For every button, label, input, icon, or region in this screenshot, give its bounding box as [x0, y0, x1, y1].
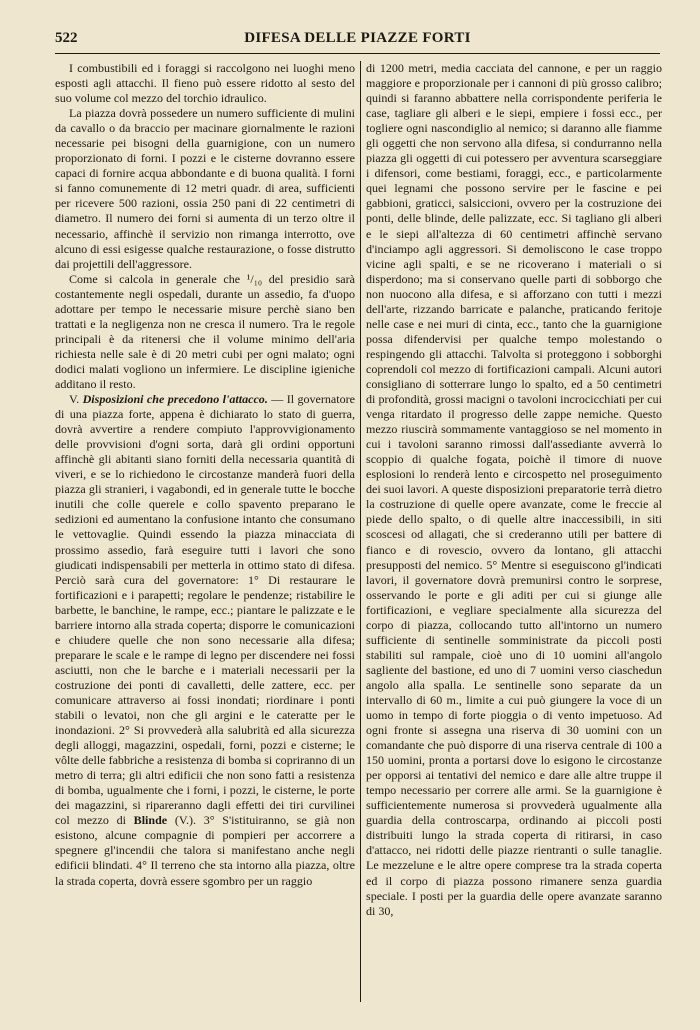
section-paragraph	[55, 392, 355, 889]
paragraph	[55, 272, 355, 392]
paragraph: di 1200 metri, media cacciata del cannone, e per un raggio maggiore e proporzionale per i cannoni di più grosso calibro; quindi si faranno abbattere nella corrispondente periferia le case, tagliare gli alberi e le siepi, empiere i fossi ecc., per togliere ogni nascondiglio al nemico; si daranno alle fiamme gli oggetti che non servono alla difesa, si condurranno nella piazza gli oggetti di cui potessero per avventura scarseggiare i difensori, come bestiami, foraggi, ecc., e particolarmente quei legnami che possono servire per le fascine e pei gabbioni, graticci, salsiccioni, ovvero per la costruzione dei ponti, delle blinde, delle palizzate, ecc. Si tagliano gli alberi e le siepi all'altezza di 60 centimetri affinchè servano d'inciampo agli aggressori. Si demoliscono le case troppo vicine agli spalti, e se ne ricoverano i materiali o si disperdono; ma si conservano quelle parti di sobborgo che non nuocono alla difesa, e si afforzano con tutti i mezzi dell'arte, rizzando barricate e palanche, praticando feritoje nelle case e nei muri di cinta, ecc., tanto che la guarnigione possa difendervisi per qualche tempo molestando o respingendo gli attacchi. Talvolta si proteggono i sobborghi coprendoli col mezzo di fortificazioni campali. Alcuni autori consigliano di sotterrare lungo lo spalto, ed a 50 centimetri di profondità, grossi macigni o tavoloni incrocicchiati per cui venga ritardato il progresso delle zappe nemiche. Questo mezzo riuscirà sommamente vantaggioso se nel momento in cui i tavoloni saranno rimossi dall'assediante avverrà lo scoppio di qualche fogata, poichè il timore di nuove esplosioni lo renderà lento e circospetto nel proseguimento dei suoi lavori. A queste disposizioni preparatorie terrà dietro la costruzione di quelle opere avanzate, come le freccie al piede dello spalto, o di quelle altre inaccessibili, in siti scoscesi od allagati, che si crederanno utili per battere di fianco e di rovescio, ovvero da lontano, gli attacchi presupposti del nemico. 5° Mentre si eseguiscono gl'indicati lavori, il governatore dovrà premunirsi contro le sorprese, osservando le porte e gli aditi per cui si giunge alle fortificazioni, e vegliare specialmente alla sicurezza del corpo di piazza, collocando tutto all'intorno un numero sufficiente di sentinelle somministrate da piccoli posti stabiliti sul rampale, cioè uno di 10 uomini all'angolo sagliente del bastione, ed uno di 7 uomini verso ciaschedun angolo alla spalla. Le sentinelle sono separate da un intervallo di 60 m., limite a cui può giungere la voce di un uomo in tempo di forte pioggia o di vento impetuoso. Ad ogni fronte si assegna una riserva di 30 uomini con un comandante che può disporre di una riserva centrale di 100 a 150 uomini, pronta a portarsi dove lo esigono le circostanze per opporsi ai tentativi del nemico e dare alle altre truppe il tempo necessario per correre alle armi. Se la guarnigione è sufficientemente numerosa si provvederà ugualmente alla guardia della controscarpa, ordinando ai piccoli posti distribuiti lungo la strada coperta di ritirarsi, in caso d'attacco, nei ridotti delle piazze rientranti o sulle tanaglie. Le mezzelune e le altre opere comprese tra la strada coperta ed il corpo di piazza possono rimanere senza guardia speciale. I posti per la guardia delle opere avanzate saranno di 30,	[366, 61, 662, 918]
left-column	[55, 61, 355, 1006]
column-divider	[360, 61, 361, 1002]
text-run: — Il governatore di una piazza forte, appena è dichiarato lo stato di guerra, dovrà avvertire a rendere compiuto l'approvvigionamento delle provvisioni d'ogni sorta, darà gli ordini opportuni affinchè gli abitanti siano forniti della necessaria quantità di viveri, e se lo richiedono le circostanze manderà fuori della piazza gli stranieri, i vagabondi, ed in generale tutte le bocche inutili che colle querele e collo spavento preparano le sedizioni ed aumentano la confusione intanto che consumano le vettovaglie. Quindi essendo la piazza minacciata di prossimo assedio, farà eseguire tutti i lavori che sono giudicati indispensabili per metterla in ottimo stato di difesa. Perciò sarà cura del governatore: 1° Di restaurare le fortificazioni e i parapetti; regolare le pendenze; ristabilire le barbette, le banchine, le rampe, ecc.; piantare le palizzate e le barriere intorno alla strada coperta; disporre le comunicazioni e chiudere quelle che non sono necessarie alla difesa; preparare le scale e le rampe di legno per discendere nei fossi asciutti, non che le barche e i materiali necessarii per la costruzione dei ponti di cavalletti, delle zattere, ecc. per comunicare attraverso ai fossi inondati; riordinare i ponti stabili o levatoi, non che gli argini e le cateratte per le inondazioni. 2° Si provvederà alla salubrità ed alla sicurezza degli alloggi, magazzini, ospedali, forni, pozzi e cisterne; le vôlte delle fabbriche a resistenza di bomba si copriranno di un metro di terra; gli altri edificii che non sono fatti a resistenza di bomba, ugualmente che i forni, i pozzi, le cisterne, le porte dei magazzini, si ripareranno dagli effetti dei tiri curvilinei col mezzo di	[55, 392, 355, 828]
section-title: Disposizioni che precedono l'attacco.	[82, 392, 268, 407]
text-run: Come si calcola in generale che	[69, 271, 247, 286]
text-run: del presidio sarà costantemente negli ospedali, durante un assedio, fa d'uopo adottare per tempo le necessarie misure perchè siano ben trattati e la negligenza non ne cresca il numero. Tra le regole principali è da ritenersi che il volume minimo dell'aria richiesta nelle sale è di 20 metri cubi per ogni malato; ogni dodici malati vogliono un infermiere. Le discipline igieniche additano il resto.	[55, 271, 355, 391]
header-rule	[55, 53, 660, 54]
section-number: V.	[69, 392, 80, 407]
fraction: ¹/₁₀	[246, 271, 263, 286]
page-header	[55, 30, 660, 52]
right-column	[366, 61, 662, 1006]
text-run: (V.). 3° S'istituiranno, se già non esistono, alcune compagnie di pompieri per accorrere a spegnere gl'incendii che talora si manifestano anche negli edificii blindati. 4° Il terreno che sta intorno alla piazza, oltre la strada coperta, dovrà essere sgombro per un raggio	[55, 813, 355, 888]
paragraph: La piazza dovrà possedere un numero sufficiente di mulini da cavallo o da braccio per macinare giornalmente le razioni necessarie pei bisogni della guarnigione, con un numero proporzionato di forni. I pozzi e le cisterne dovranno essere capaci di fornire acqua abbondante e di buona qualità. I forni si fanno comunemente di 12 metri quadr. di area, sufficienti per ricevere 500 razioni, ossia 250 pani di 22 centimetri di diametro. Il numero dei forni si aumenta di un terzo oltre il necessario, affinchè il servizio non rimanga interrotto, ove alcuno di essi esigesse qualche restaurazione, o fosse distrutto dai projettili dell'aggressore.	[55, 106, 355, 271]
running-title: DIFESA DELLE PIAZZE FORTI	[244, 30, 471, 46]
cross-reference: Blinde	[133, 813, 168, 828]
page-number: 522	[55, 30, 78, 46]
paragraph: I combustibili ed i foraggi si raccolgono nei luoghi meno esposti agli attacchi. Il fieno può essere ridotto al sesto del suo volume col mezzo del torchio idraulico.	[55, 61, 355, 106]
